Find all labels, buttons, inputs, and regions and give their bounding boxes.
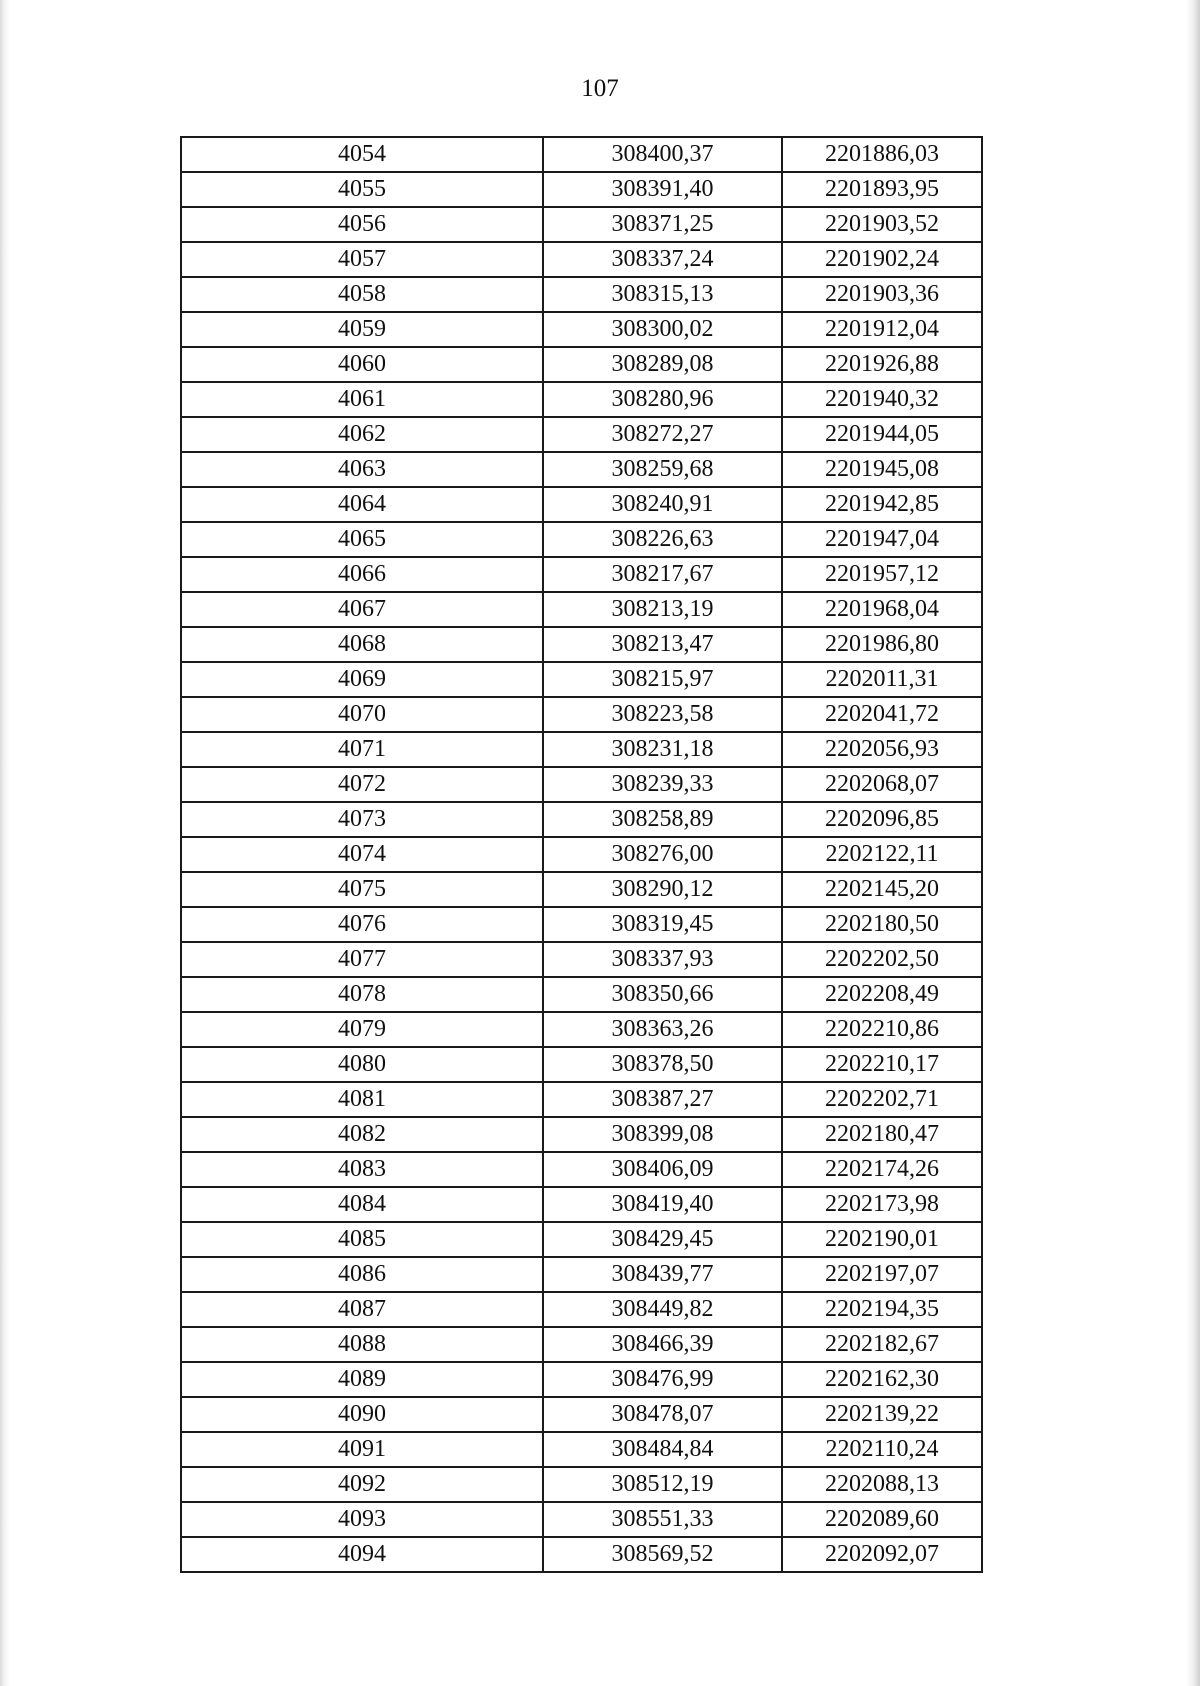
table-row: [181, 837, 982, 872]
y-coordinate-cell: 2201886,03: [782, 137, 982, 172]
x-coordinate-cell: 308213,47: [543, 627, 782, 662]
point-number-cell: 4083: [181, 1152, 543, 1187]
y-coordinate-cell: 2202096,85: [782, 802, 982, 837]
table-row: [181, 977, 982, 1012]
point-number-cell: 4080: [181, 1047, 543, 1082]
x-coordinate-cell: 308439,77: [543, 1257, 782, 1292]
table-row: [181, 1222, 982, 1257]
y-coordinate-cell: 2201986,80: [782, 627, 982, 662]
point-number-cell: 4088: [181, 1327, 543, 1362]
table-row: [181, 592, 982, 627]
table-row: [181, 242, 982, 277]
x-coordinate-cell: 308337,24: [543, 242, 782, 277]
point-number-cell: 4055: [181, 172, 543, 207]
x-coordinate-cell: 308240,91: [543, 487, 782, 522]
y-coordinate-cell: 2202210,86: [782, 1012, 982, 1047]
table-row: [181, 1047, 982, 1082]
x-coordinate-cell: 308400,37: [543, 137, 782, 172]
x-coordinate-cell: 308290,12: [543, 872, 782, 907]
x-coordinate-cell: 308231,18: [543, 732, 782, 767]
point-number-cell: 4061: [181, 382, 543, 417]
point-number-cell: 4068: [181, 627, 543, 662]
table-row: [181, 207, 982, 242]
x-coordinate-cell: 308272,27: [543, 417, 782, 452]
x-coordinate-cell: 308466,39: [543, 1327, 782, 1362]
y-coordinate-cell: 2202145,20: [782, 872, 982, 907]
y-coordinate-cell: 2201944,05: [782, 417, 982, 452]
y-coordinate-cell: 2202197,07: [782, 1257, 982, 1292]
table-row: [181, 347, 982, 382]
y-coordinate-cell: 2201968,04: [782, 592, 982, 627]
point-number-cell: 4066: [181, 557, 543, 592]
x-coordinate-cell: 308387,27: [543, 1082, 782, 1117]
point-number-cell: 4077: [181, 942, 543, 977]
point-number-cell: 4076: [181, 907, 543, 942]
point-number-cell: 4070: [181, 697, 543, 732]
x-coordinate-cell: 308363,26: [543, 1012, 782, 1047]
y-coordinate-cell: 2202092,07: [782, 1537, 982, 1572]
y-coordinate-cell: 2202202,50: [782, 942, 982, 977]
x-coordinate-cell: 308223,58: [543, 697, 782, 732]
x-coordinate-cell: 308350,66: [543, 977, 782, 1012]
point-number-cell: 4091: [181, 1432, 543, 1467]
table-row: [181, 1362, 982, 1397]
y-coordinate-cell: 2202208,49: [782, 977, 982, 1012]
coordinates-table: [180, 136, 983, 1573]
scan-edge-left: [0, 0, 10, 1686]
y-coordinate-cell: 2201947,04: [782, 522, 982, 557]
page-number: 107: [581, 75, 619, 102]
table-row: [181, 907, 982, 942]
y-coordinate-cell: 2202180,47: [782, 1117, 982, 1152]
table-row: [181, 1467, 982, 1502]
table-row: [181, 1327, 982, 1362]
y-coordinate-cell: 2202173,98: [782, 1187, 982, 1222]
table-row: [181, 522, 982, 557]
table-row: [181, 1012, 982, 1047]
x-coordinate-cell: 308449,82: [543, 1292, 782, 1327]
point-number-cell: 4056: [181, 207, 543, 242]
y-coordinate-cell: 2202041,72: [782, 697, 982, 732]
x-coordinate-cell: 308419,40: [543, 1187, 782, 1222]
y-coordinate-cell: 2201903,52: [782, 207, 982, 242]
y-coordinate-cell: 2202210,17: [782, 1047, 982, 1082]
y-coordinate-cell: 2202068,07: [782, 767, 982, 802]
point-number-cell: 4086: [181, 1257, 543, 1292]
point-number-cell: 4071: [181, 732, 543, 767]
point-number-cell: 4074: [181, 837, 543, 872]
point-number-cell: 4057: [181, 242, 543, 277]
y-coordinate-cell: 2202089,60: [782, 1502, 982, 1537]
y-coordinate-cell: 2202182,67: [782, 1327, 982, 1362]
table-row: [181, 452, 982, 487]
point-number-cell: 4060: [181, 347, 543, 382]
y-coordinate-cell: 2202088,13: [782, 1467, 982, 1502]
y-coordinate-cell: 2201940,32: [782, 382, 982, 417]
x-coordinate-cell: 308484,84: [543, 1432, 782, 1467]
x-coordinate-cell: 308300,02: [543, 312, 782, 347]
x-coordinate-cell: 308239,33: [543, 767, 782, 802]
table-row: [181, 1537, 982, 1572]
table-row: [181, 662, 982, 697]
table-row: [181, 767, 982, 802]
point-number-cell: 4087: [181, 1292, 543, 1327]
table-row: [181, 802, 982, 837]
x-coordinate-cell: 308406,09: [543, 1152, 782, 1187]
point-number-cell: 4059: [181, 312, 543, 347]
y-coordinate-cell: 2202162,30: [782, 1362, 982, 1397]
point-number-cell: 4073: [181, 802, 543, 837]
point-number-cell: 4084: [181, 1187, 543, 1222]
x-coordinate-cell: 308378,50: [543, 1047, 782, 1082]
y-coordinate-cell: 2202011,31: [782, 662, 982, 697]
point-number-cell: 4058: [181, 277, 543, 312]
x-coordinate-cell: 308476,99: [543, 1362, 782, 1397]
point-number-cell: 4064: [181, 487, 543, 522]
x-coordinate-cell: 308259,68: [543, 452, 782, 487]
y-coordinate-cell: 2202110,24: [782, 1432, 982, 1467]
point-number-cell: 4069: [181, 662, 543, 697]
table-row: [181, 1187, 982, 1222]
point-number-cell: 4093: [181, 1502, 543, 1537]
x-coordinate-cell: 308315,13: [543, 277, 782, 312]
x-coordinate-cell: 308226,63: [543, 522, 782, 557]
point-number-cell: 4078: [181, 977, 543, 1012]
x-coordinate-cell: 308569,52: [543, 1537, 782, 1572]
table-row: [181, 557, 982, 592]
coordinates-table-body: [181, 137, 982, 1572]
y-coordinate-cell: 2201912,04: [782, 312, 982, 347]
table-row: [181, 942, 982, 977]
table-row: [181, 277, 982, 312]
y-coordinate-cell: 2202056,93: [782, 732, 982, 767]
y-coordinate-cell: 2202194,35: [782, 1292, 982, 1327]
x-coordinate-cell: 308258,89: [543, 802, 782, 837]
table-row: [181, 1292, 982, 1327]
y-coordinate-cell: 2201942,85: [782, 487, 982, 522]
table-row: [181, 382, 982, 417]
table-row: [181, 137, 982, 172]
table-row: [181, 697, 982, 732]
point-number-cell: 4092: [181, 1467, 543, 1502]
point-number-cell: 4090: [181, 1397, 543, 1432]
y-coordinate-cell: 2201926,88: [782, 347, 982, 382]
x-coordinate-cell: 308399,08: [543, 1117, 782, 1152]
y-coordinate-cell: 2202202,71: [782, 1082, 982, 1117]
x-coordinate-cell: 308512,19: [543, 1467, 782, 1502]
table-row: [181, 172, 982, 207]
x-coordinate-cell: 308478,07: [543, 1397, 782, 1432]
x-coordinate-cell: 308371,25: [543, 207, 782, 242]
x-coordinate-cell: 308429,45: [543, 1222, 782, 1257]
point-number-cell: 4075: [181, 872, 543, 907]
x-coordinate-cell: 308319,45: [543, 907, 782, 942]
point-number-cell: 4089: [181, 1362, 543, 1397]
table-row: [181, 1432, 982, 1467]
point-number-cell: 4072: [181, 767, 543, 802]
x-coordinate-cell: 308551,33: [543, 1502, 782, 1537]
point-number-cell: 4081: [181, 1082, 543, 1117]
table-row: [181, 872, 982, 907]
point-number-cell: 4065: [181, 522, 543, 557]
y-coordinate-cell: 2202174,26: [782, 1152, 982, 1187]
table-row: [181, 1117, 982, 1152]
point-number-cell: 4085: [181, 1222, 543, 1257]
point-number-cell: 4054: [181, 137, 543, 172]
point-number-cell: 4067: [181, 592, 543, 627]
y-coordinate-cell: 2201945,08: [782, 452, 982, 487]
point-number-cell: 4079: [181, 1012, 543, 1047]
table-row: [181, 312, 982, 347]
y-coordinate-cell: 2202122,11: [782, 837, 982, 872]
table-row: [181, 487, 982, 522]
table-row: [181, 1397, 982, 1432]
x-coordinate-cell: 308213,19: [543, 592, 782, 627]
table-row: [181, 417, 982, 452]
point-number-cell: 4062: [181, 417, 543, 452]
table-row: [181, 1502, 982, 1537]
point-number-cell: 4094: [181, 1537, 543, 1572]
x-coordinate-cell: 308337,93: [543, 942, 782, 977]
y-coordinate-cell: 2202190,01: [782, 1222, 982, 1257]
point-number-cell: 4063: [181, 452, 543, 487]
table-row: [181, 1082, 982, 1117]
x-coordinate-cell: 308215,97: [543, 662, 782, 697]
x-coordinate-cell: 308217,67: [543, 557, 782, 592]
scan-edge-right: [1186, 0, 1200, 1686]
y-coordinate-cell: 2202180,50: [782, 907, 982, 942]
table-row: [181, 1257, 982, 1292]
point-number-cell: 4082: [181, 1117, 543, 1152]
y-coordinate-cell: 2201903,36: [782, 277, 982, 312]
x-coordinate-cell: 308280,96: [543, 382, 782, 417]
table-row: [181, 1152, 982, 1187]
y-coordinate-cell: 2201902,24: [782, 242, 982, 277]
y-coordinate-cell: 2201893,95: [782, 172, 982, 207]
y-coordinate-cell: 2201957,12: [782, 557, 982, 592]
y-coordinate-cell: 2202139,22: [782, 1397, 982, 1432]
x-coordinate-cell: 308391,40: [543, 172, 782, 207]
x-coordinate-cell: 308276,00: [543, 837, 782, 872]
x-coordinate-cell: 308289,08: [543, 347, 782, 382]
table-row: [181, 627, 982, 662]
table-row: [181, 732, 982, 767]
